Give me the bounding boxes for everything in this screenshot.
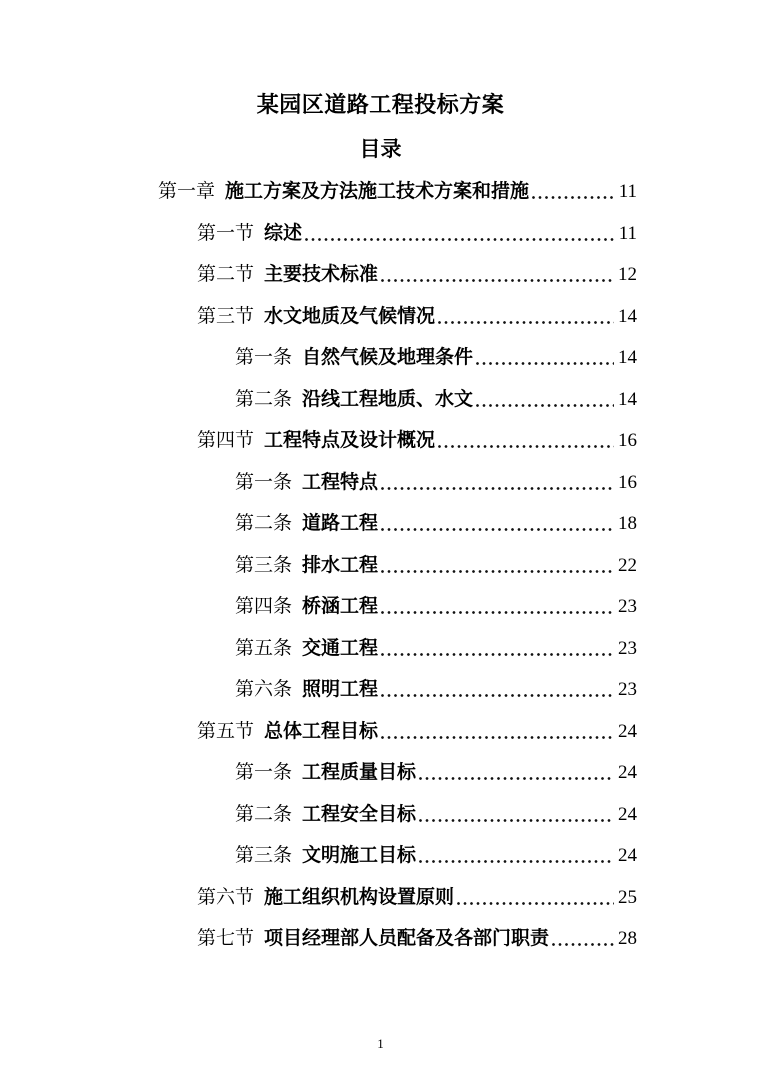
toc-dot-leader bbox=[381, 569, 614, 573]
toc-entry-label: 第一条 bbox=[235, 762, 293, 783]
toc-dot-leader bbox=[419, 776, 614, 780]
toc-entry-label: 第六条 bbox=[235, 679, 293, 700]
toc-page-number: 28 bbox=[618, 928, 637, 949]
toc-entry-label: 第二条 bbox=[235, 803, 293, 825]
toc-dot-leader bbox=[305, 237, 615, 241]
toc-dot-leader bbox=[419, 818, 614, 822]
toc-entry-label: 第四节 bbox=[197, 430, 255, 451]
toc-dot-leader bbox=[552, 942, 614, 946]
toc-entry[interactable] bbox=[158, 638, 637, 660]
toc-dot-leader bbox=[419, 859, 614, 863]
toc-page-number: 23 bbox=[618, 637, 637, 659]
toc-dot-leader bbox=[438, 320, 614, 324]
toc-dot-leader bbox=[476, 361, 614, 365]
toc-entry-title: 道路工程 bbox=[302, 513, 379, 534]
toc-entry[interactable] bbox=[158, 347, 637, 369]
toc-entry[interactable] bbox=[158, 762, 637, 784]
page-footer bbox=[0, 1036, 761, 1051]
toc-entry-label: 第三节 bbox=[197, 305, 255, 327]
toc-entry[interactable] bbox=[158, 389, 637, 411]
toc-entry-label: 第一条 bbox=[235, 347, 293, 368]
toc-dot-leader bbox=[381, 527, 614, 531]
toc-entry[interactable] bbox=[158, 555, 637, 577]
toc-entry-label: 第六节 bbox=[197, 886, 255, 908]
toc-page-number: 24 bbox=[618, 845, 637, 866]
toc-page-number: 12 bbox=[618, 264, 637, 285]
toc-entry-title: 总体工程目标 bbox=[264, 720, 379, 742]
toc-entry-title: 文明施工目标 bbox=[302, 845, 417, 866]
toc-entry-title: 排水工程 bbox=[302, 554, 379, 576]
toc-page-number: 24 bbox=[618, 720, 637, 742]
toc-entry[interactable] bbox=[158, 264, 637, 286]
toc-entry-title: 工程特点及设计概况 bbox=[264, 430, 436, 451]
toc-entry[interactable] bbox=[158, 596, 637, 618]
toc-dot-leader bbox=[457, 901, 614, 905]
toc-dot-leader bbox=[381, 693, 614, 697]
toc-entry[interactable] bbox=[158, 845, 637, 867]
toc-page-number: 23 bbox=[618, 679, 637, 700]
toc-dot-leader bbox=[381, 610, 614, 614]
toc-entry-label: 第二条 bbox=[235, 513, 293, 534]
toc-entry-title: 沿线工程地质、水文 bbox=[302, 388, 474, 410]
toc-entry-title: 主要技术标准 bbox=[264, 264, 379, 285]
toc-entry[interactable] bbox=[158, 679, 637, 701]
toc-entry[interactable] bbox=[158, 721, 637, 743]
toc-entry[interactable] bbox=[158, 472, 637, 494]
footer-page-number: 1 bbox=[377, 1036, 384, 1051]
toc-entry-title: 工程质量目标 bbox=[302, 762, 417, 783]
toc-entry[interactable] bbox=[158, 306, 637, 328]
toc-dot-leader bbox=[532, 195, 615, 199]
toc-entry-label: 第五节 bbox=[197, 720, 255, 742]
toc-dot-leader bbox=[476, 403, 614, 407]
toc-page-number: 11 bbox=[618, 222, 637, 244]
toc-entry-title: 照明工程 bbox=[302, 679, 379, 700]
toc-page-number: 24 bbox=[618, 762, 637, 783]
toc-page-number: 22 bbox=[618, 554, 637, 576]
toc-entry[interactable] bbox=[158, 887, 637, 909]
toc-page-number: 16 bbox=[618, 430, 637, 451]
toc-page-number: 14 bbox=[618, 388, 637, 410]
document-title: 某园区道路工程投标方案 bbox=[256, 92, 505, 117]
toc-dot-leader bbox=[381, 278, 614, 282]
toc-page-number: 24 bbox=[618, 803, 637, 825]
toc-entry[interactable] bbox=[158, 430, 637, 452]
toc-dot-leader bbox=[381, 486, 614, 490]
toc-entry[interactable] bbox=[158, 223, 637, 245]
toc-entry-label: 第一节 bbox=[197, 222, 255, 244]
toc-entry-label: 第一条 bbox=[235, 471, 293, 493]
toc-entry[interactable] bbox=[158, 804, 637, 826]
toc-entry[interactable] bbox=[158, 928, 637, 950]
toc-list bbox=[0, 161, 761, 950]
toc-entry-label: 第二条 bbox=[235, 388, 293, 410]
toc-dot-leader bbox=[381, 652, 614, 656]
toc-entry-title: 水文地质及气候情况 bbox=[264, 305, 436, 327]
toc-entry-label: 第二节 bbox=[197, 264, 255, 285]
toc-entry-title: 工程安全目标 bbox=[302, 803, 417, 825]
toc-page-number: 14 bbox=[618, 347, 637, 368]
toc-entry-title: 交通工程 bbox=[302, 637, 379, 659]
toc-entry-label: 第七节 bbox=[197, 928, 255, 949]
toc-page-number: 16 bbox=[618, 471, 637, 493]
toc-entry-title: 桥涵工程 bbox=[302, 596, 379, 617]
toc-entry-title: 综述 bbox=[264, 222, 303, 244]
toc-entry[interactable] bbox=[158, 513, 637, 535]
toc-dot-leader bbox=[438, 444, 614, 448]
toc-entry-title: 项目经理部人员配备及各部门职责 bbox=[264, 928, 550, 949]
toc-dot-leader bbox=[381, 735, 614, 739]
toc-entry-label: 第四条 bbox=[235, 596, 293, 617]
toc-page-number: 23 bbox=[618, 596, 637, 617]
toc-page-number: 11 bbox=[618, 181, 637, 202]
toc-entry-label: 第五条 bbox=[235, 637, 293, 659]
toc-entry-title: 自然气候及地理条件 bbox=[302, 347, 474, 368]
toc-heading: 目录 bbox=[359, 138, 402, 161]
toc-entry-label: 第三条 bbox=[235, 554, 293, 576]
toc-page-number: 14 bbox=[618, 305, 637, 327]
toc-entry-title: 施工组织机构设置原则 bbox=[264, 886, 455, 908]
toc-page-number: 25 bbox=[618, 886, 637, 908]
toc-page-number: 18 bbox=[618, 513, 637, 534]
toc-entry[interactable] bbox=[158, 181, 637, 203]
toc-entry-label: 第三条 bbox=[235, 845, 293, 866]
toc-entry-label: 第一章 bbox=[158, 181, 216, 202]
toc-entry-title: 工程特点 bbox=[302, 471, 379, 493]
toc-entry-title: 施工方案及方法施工技术方案和措施 bbox=[225, 181, 530, 202]
